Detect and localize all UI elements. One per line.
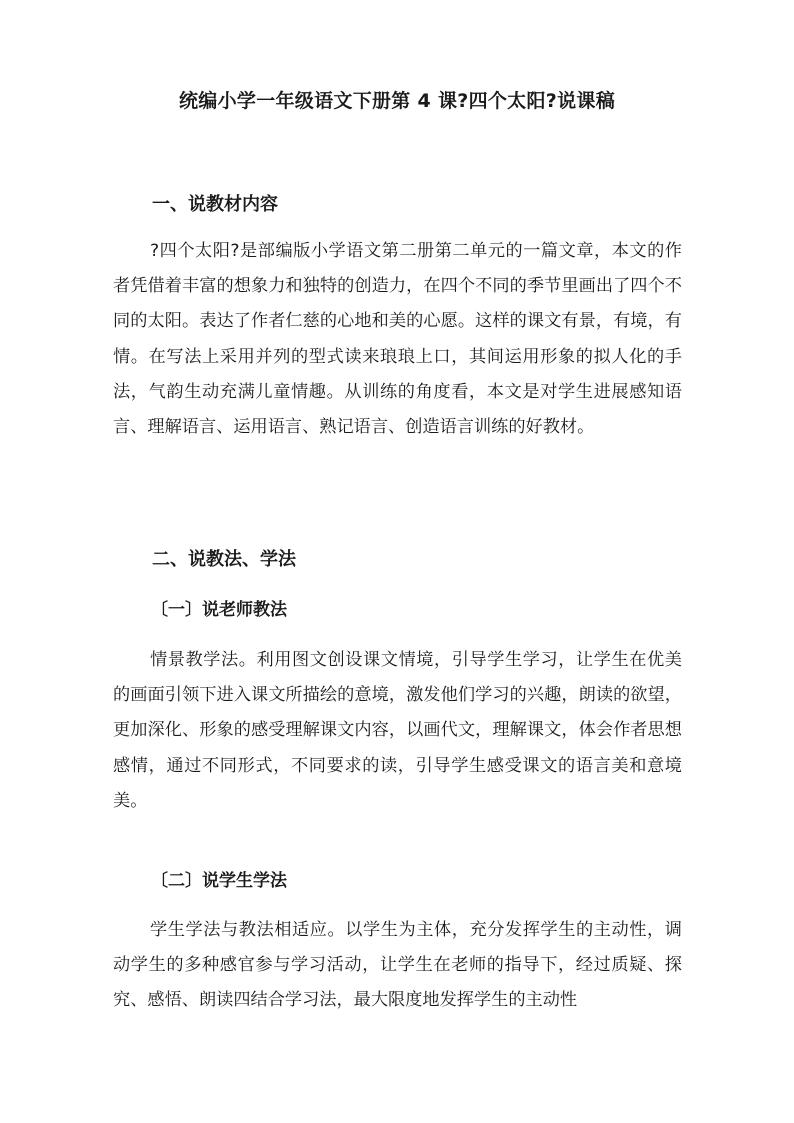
- subsection-heading-teacher-method: 〔一〕说老师教法: [151, 600, 287, 620]
- paragraph-teacher-method: 情景教学法。利用图文创设课文情境，引导学生学习，让学生在优美的画面引领下进入课文所描绘的意境，激发他们学习的兴趣，朗读的欲望，更加深化、形象的感受理解课文内容，以画代文，理解课文，体会作者思想感情，通过不同形式，不同要求的读，引导学生感受课文的语言美和意境美。: [113, 650, 682, 811]
- section-heading-teaching-material: 一、说教材内容: [152, 194, 278, 215]
- subsection-heading-student-method: 〔二〕说学生学法: [151, 871, 287, 891]
- paragraph-student-method: 学生学法与教法相适应。以学生为主体，充分发挥学生的主动性，调动学生的多种感官参与学习活动，让学生在老师的指导下，经过质疑、探究、感悟、朗读四结合学习法，最大限度地发挥学生的主动性: [113, 920, 682, 1011]
- document-title: 统编小学一年级语文下册第 4 课?四个太阳?说课稿: [179, 90, 615, 112]
- paragraph-teaching-material: ?四个太阳?是部编版小学语文第二册第二单元的一篇文章，本文的作者凭借着丰富的想象力和独特的创造力，在四个不同的季节里画出了四个不同的太阳。表达了作者仁慈的心地和美的心愿。这样的课文有景，有境，有情。在写法上采用并列的型式读来琅琅上口，其间运用形象的拟人化的手法，气韵生动充满儿童情趣。从训练的角度看，本文是对学生进展感知语言、理解语言、运用语言、熟记语言、创造语言训练的好教材。: [113, 241, 682, 438]
- section-heading-methods: 二、说教法、学法: [152, 549, 296, 570]
